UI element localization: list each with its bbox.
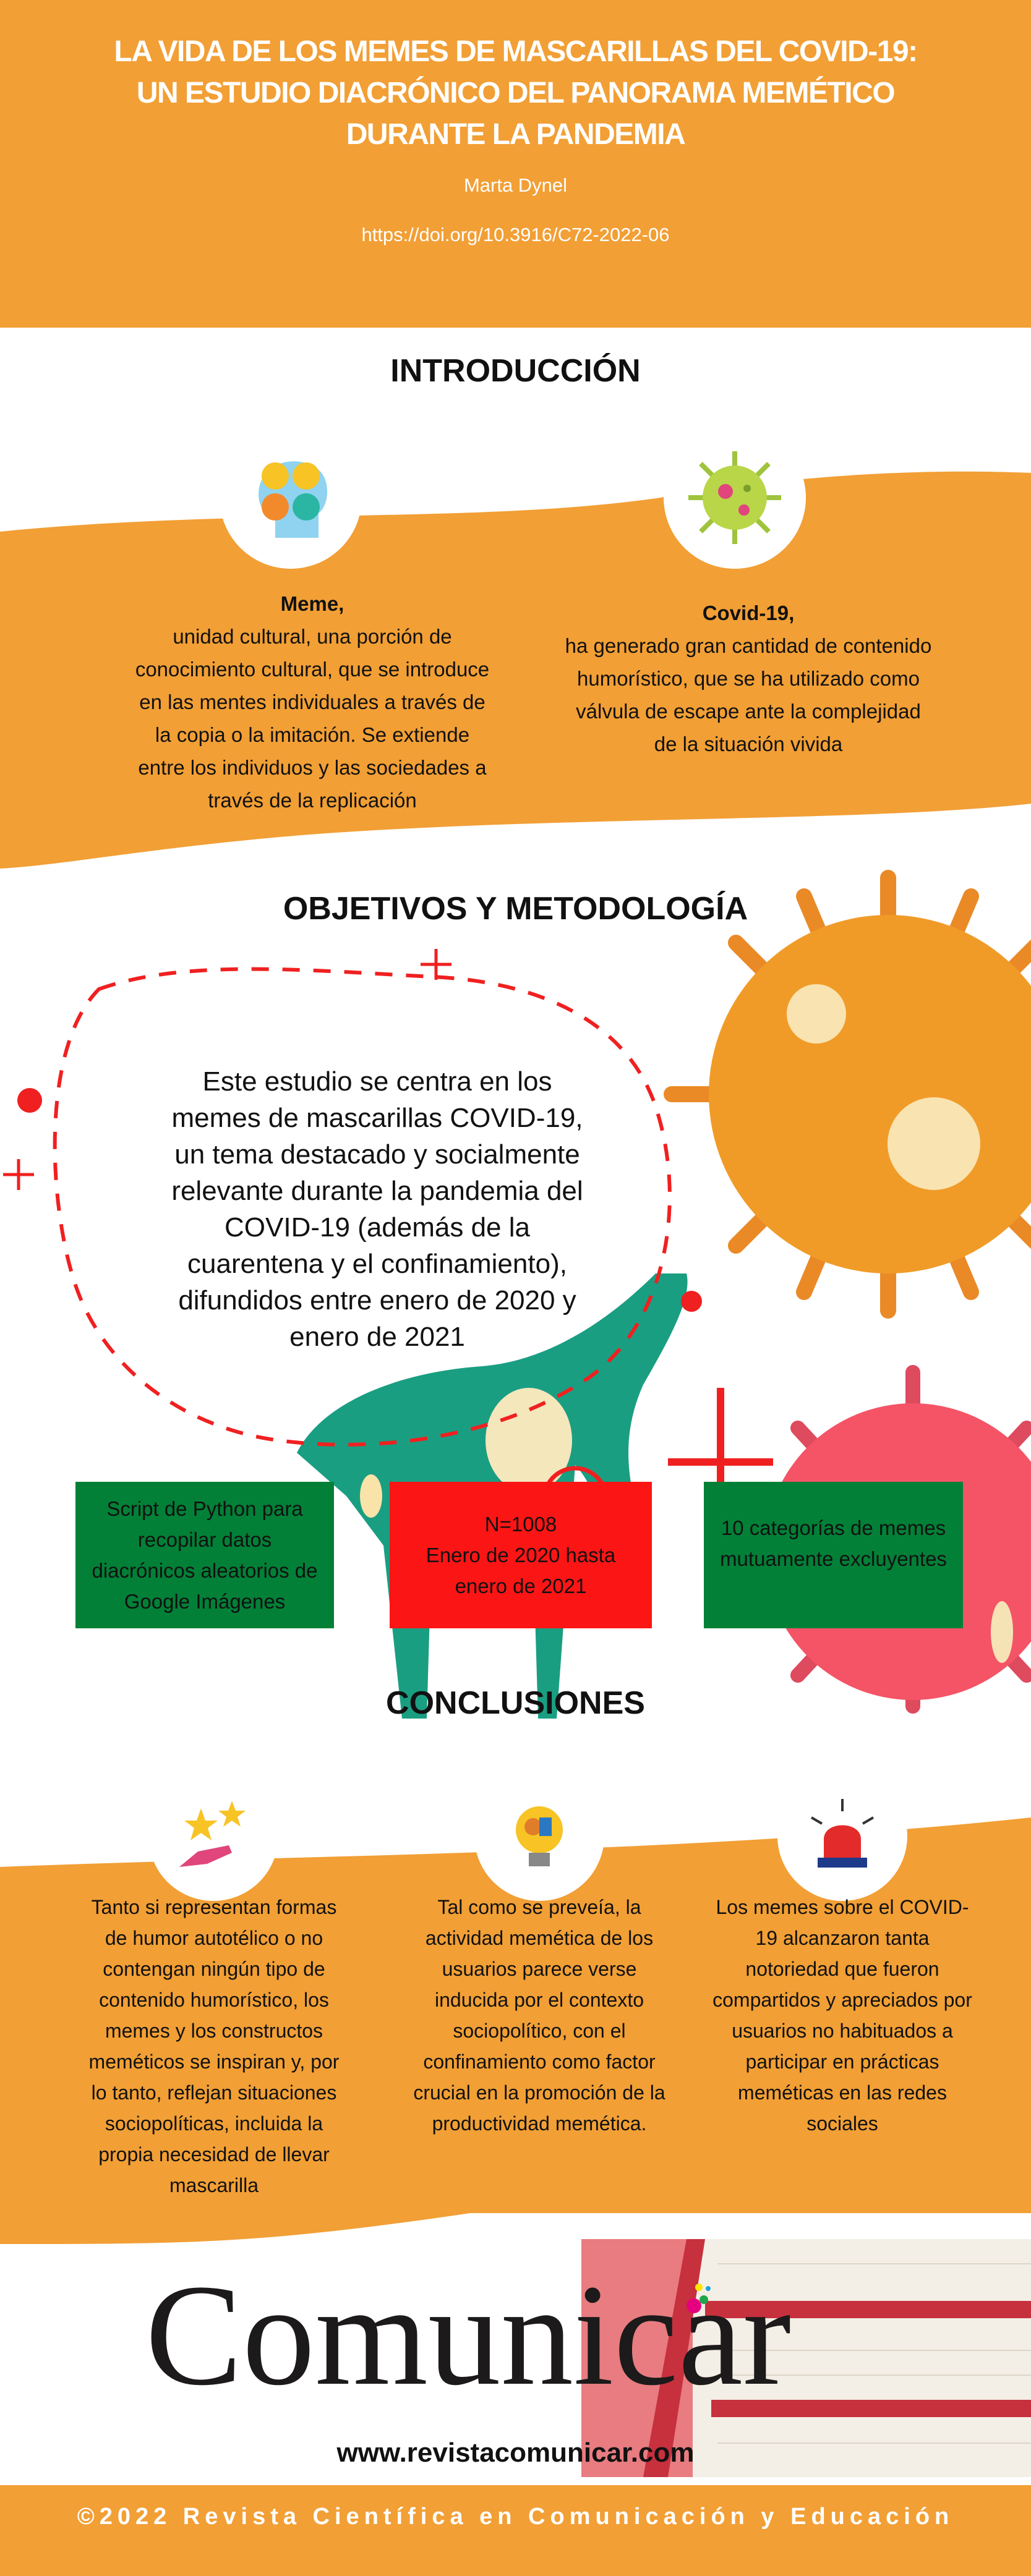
author: Marta Dynel	[463, 174, 568, 196]
method-box-categories: 10 categorías de memes mutuamente excluyentes	[704, 1482, 963, 1628]
objetivos-heading: OBJETIVOS Y METODOLOGÍA	[283, 891, 748, 927]
footer	[0, 2485, 1031, 2576]
conclusion-1: Tanto si representan formas de humor autotélico o no contengan ningún tipo de contenido humorístico, los memes y los constructos meméticos se inspiran y, por lo tanto, reflejan situaciones sociopolíticas, incluida la propia necesidad de llevar mascarilla	[88, 1896, 340, 2196]
meme-definition: Meme, unidad cultural, una porción de conocimiento cultural, que se introduce en las mentes individuales a través de la copia o la imitación. Se extiende entre los individuos y las sociedades a través de la replicación	[135, 592, 490, 812]
study-description: Este estudio se centra en los memes de mascarillas COVID-19, un tema destacado y socialmente relevante durante la pandemia del COVID-19 (además de la cuarentena y el confinamiento), difundidos entre enero de 2020 y enero de 2021	[171, 1066, 583, 1352]
conclusion-2: Tal como se preveía, la actividad memética de los usuarios parece verse inducida por el contexto sociopolítico, con el confinamiento como factor crucial en la promoción de la productividad memética.	[413, 1896, 665, 2135]
page-title: LA VIDA DE LOS MEMES DE MASCARILLAS DEL COVID-19: UN ESTUDIO DIACRÓNICO DEL PANORAMA MEMÉTICO DURANTE LA PANDEMIA	[114, 35, 917, 151]
method-box-sample: N=1008 Enero de 2020 hasta enero de 2021	[390, 1482, 652, 1628]
virus-icon	[664, 427, 806, 569]
comunicar-logo: Comunicar	[145, 2255, 792, 2415]
conclusion-3: Los memes sobre el COVID-19 alcanzaron tanta notoriedad que fueron compartidos y apreciados por usuarios no habituados a participar en prácticas meméticas en las redes sociales	[712, 1896, 972, 2135]
siren-icon	[777, 1771, 907, 1901]
method-box-python: Script de Python para recopilar datos diacrónicos aleatorios de Google Imágenes	[75, 1482, 334, 1628]
intro-heading: INTRODUCCIÓN	[390, 353, 641, 389]
conclusiones-heading: CONCLUSIONES	[386, 1685, 645, 1721]
doi-link[interactable]: https://doi.org/10.3916/C72-2022-06	[361, 224, 670, 245]
meme-icon	[220, 427, 362, 569]
website-link[interactable]: www.revistacomunicar.com	[336, 2438, 695, 2468]
footer-copyright: ©2022 Revista Científica en Comunicación y Educación	[77, 2504, 954, 2530]
stars-hand-icon	[148, 1771, 278, 1901]
lightbulb-gear-icon	[474, 1771, 604, 1901]
covid-definition: Covid-19, ha generado gran cantidad de contenido humorístico, que se ha utilizado como válvula de escape ante la complejidad de la situación vivida	[565, 601, 932, 755]
